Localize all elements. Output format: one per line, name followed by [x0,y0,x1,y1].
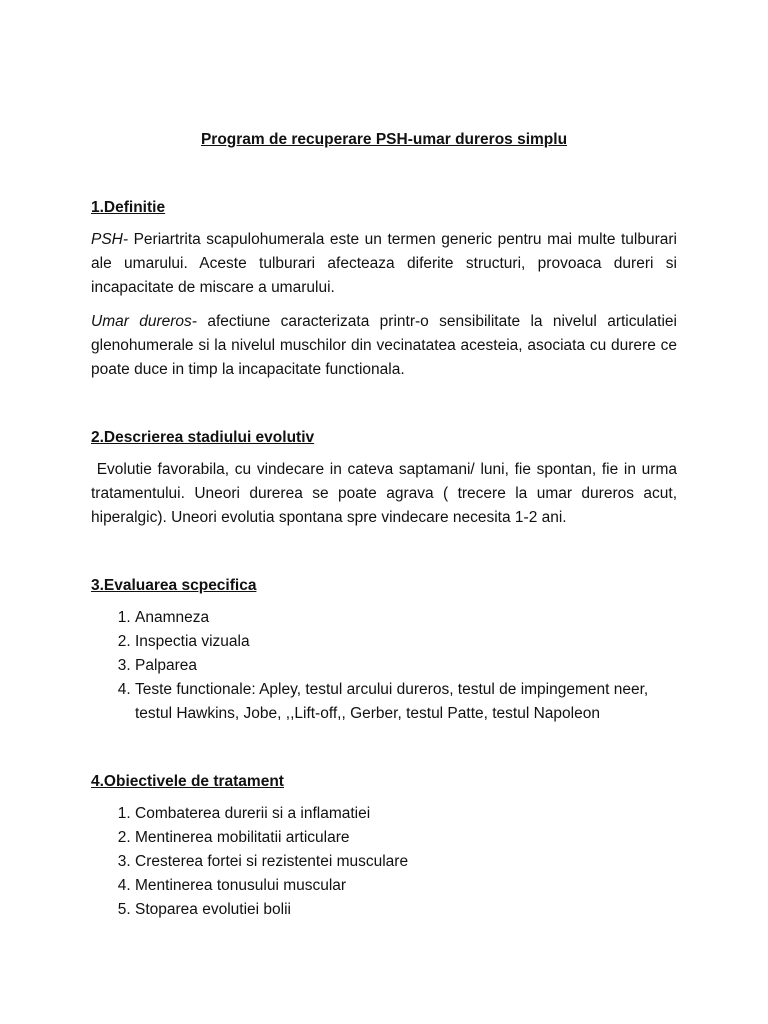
paragraph-text: Periartrita scapulohumerala este un termen generic pentru mai multe tulburari ale umarului. Aceste tulburari afecteaza diferite structuri, provoaca dureri si incapacitate de miscare a umarului. [91,231,677,296]
list-item: 1. Combaterea durerii si a inflamatiei [135,802,677,826]
section-stadiu-evolutiv [91,426,677,530]
list-item: 4. Teste functionale: Apley, testul arcului dureros, testul de impingement neer, testul Hawkins, Jobe, ,,Lift-off,, Gerber, testul Patte, testul Napoleon [135,678,677,726]
section-heading: 1.Definitie [91,199,166,216]
section-heading: 4.Obiectivele de tratament [91,773,284,790]
term-umar-dureros: Umar dureros- [91,313,197,330]
list-item: 2. Inspectia vizuala [135,630,677,654]
paragraph-psh-definition [91,228,677,300]
section-heading: 2.Descrierea stadiului evolutiv [91,429,315,446]
list-item: 5. Stoparea evolutiei bolii [135,898,677,922]
document-body [91,128,677,922]
paragraph-text: afectiune caracterizata printr-o sensibilitate la nivelul articulatiei glenohumerale si la nivelul muschilor din vecinatatea acesteia, asociata cu durere ce poate duce in timp la incapacitate functionala. [91,313,677,378]
section-definitie [91,196,677,382]
list-item: 2. Mentinerea mobilitatii articulare [135,826,677,850]
paragraph-evolutie [91,458,677,530]
list-item: 3. Palparea [135,654,677,678]
section-obiective [91,770,677,922]
evaluation-list [91,606,677,726]
list-item: 4. Mentinerea tonusului muscular [135,874,677,898]
list-item: 1. Anamneza [135,606,677,630]
paragraph-umar-dureros-definition [91,310,677,382]
term-psh: PSH- [91,231,129,248]
paragraph-text: Evolutie favorabila, cu vindecare in cateva saptamani/ luni, fie spontan, fie in urma tratamentului. Uneori durerea se poate agrava ( trecere la umar dureros acut, hiperalgic). Uneori evolutia spontana spre vindecare necesita 1-2 ani. [91,461,677,526]
section-heading: 3.Evaluarea scpecifica [91,577,257,594]
document-title: Program de recuperare PSH-umar dureros simplu [200,131,568,148]
list-item: 3. Cresterea fortei si rezistentei musculare [135,850,677,874]
objectives-list [91,802,677,922]
section-evaluare [91,574,677,726]
